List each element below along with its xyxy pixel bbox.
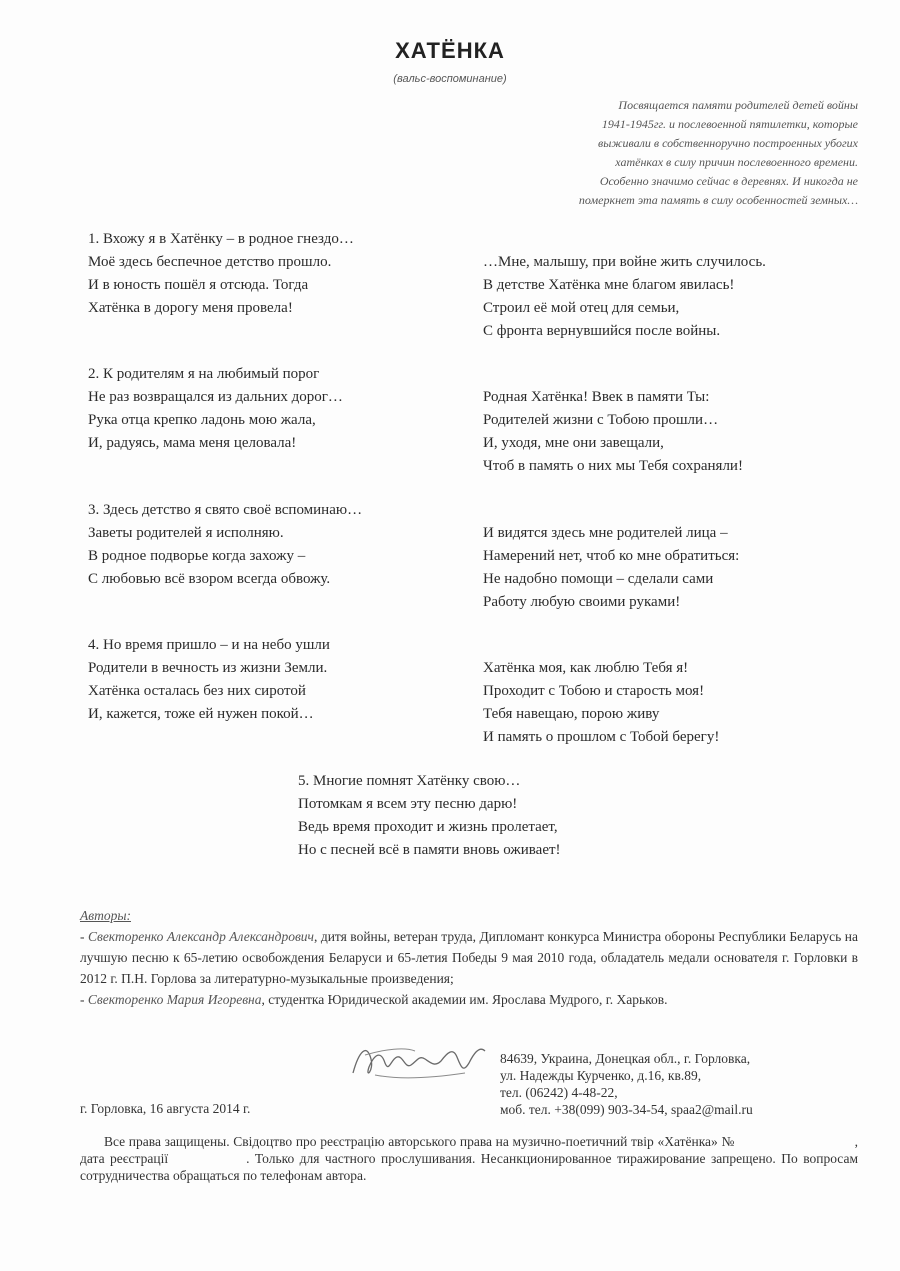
verse-line: Родители в вечность из жизни Земли. (88, 660, 328, 676)
verse-line: И, кажется, тоже ей нужен покой… (88, 706, 314, 722)
verse-line: 4. Но время пришло – и на небо ушли (88, 637, 330, 653)
verse-line: Потомкам я всем эту песню дарю! (298, 796, 518, 812)
contact-block (500, 1050, 870, 1118)
verse-line: Намерений нет, чтоб ко мне обратиться: (483, 548, 740, 564)
dedication (458, 96, 858, 210)
verse-line: Чтоб в память о них мы Тебя сохраняли! (483, 458, 743, 474)
verse-line: Проходит с Тобою и старость моя! (483, 683, 705, 699)
author-name: Свекторенко Мария Игоревна (87, 992, 262, 1007)
verse-line: Заветы родителей я исполняю. (88, 525, 284, 541)
verse-line: И, уходя, мне они завещали, (483, 435, 664, 451)
rights-text: . Только для частного прослушивания. Несанкционированное тиражирование запрещено. По вопросам сотрудничества обращаться по телефонам автора. (80, 1151, 858, 1183)
verse-line: Рука отца крепко ладонь мою жала, (88, 412, 316, 428)
verse-line: Не надобно помощи – сделали сами (483, 571, 714, 587)
verse-1 (88, 228, 354, 320)
author-description: , студентка Юридической академии им. Ярослава Мудрого, г. Харьков. (261, 992, 668, 1007)
authors-heading: Авторы: (80, 908, 131, 923)
verse-line: И, радуясь, мама меня целовала! (88, 435, 297, 451)
verse-3 (88, 499, 362, 591)
author-description: , дитя войны, ветеран труда, Дипломант конкурса Министра обороны Республики Беларусь на лучшую песню к 65-летию освобождения Беларуси и 65-летия Победы 9 мая 2010 года, обладатель медали основателя г. Горловки в 2012 г. П.Н. Горлова за литературно-музыкальные произведения; (80, 929, 858, 986)
chorus-3 (483, 522, 739, 614)
verse-line: Строил её мой отец для семьи, (483, 300, 680, 316)
verse-line: Но с песней всё в памяти вновь оживает! (298, 842, 561, 858)
verse-line: Хатёнка осталась без них сиротой (88, 683, 306, 699)
verse-line: И в юность пошёл я отсюда. Тогда (88, 277, 309, 293)
verse-line: 5. Многие помнят Хатёнку свою… (298, 773, 521, 789)
verse-line: Хатёнка моя, как люблю Тебя я! (483, 660, 689, 676)
verse-line: Тебя навещаю, порою живу (483, 706, 660, 722)
verse-line: Родителей жизни с Тобою прошли… (483, 412, 719, 428)
author-entry: - Свекторенко Александр Александрович, дитя войны, ветеран труда, Дипломант конкурса Министра обороны Республики Беларусь на лучшую песню к 65-летию освобождения Беларуси и 65-летия Победы 9 мая 2010 года, обладатель медали основателя г. Горловки в 2012 г. П.Н. Горлова за литературно-музыкальные произведения; (80, 929, 858, 986)
verse-2 (88, 363, 343, 455)
dedication-line: Посвящается памяти родителей детей войны (618, 98, 858, 112)
chorus-4 (483, 657, 719, 749)
rights-text: Все права защищены. Свідоцтво про реєстрацію авторського права на музично-поетичний твір «Хатёнка» № (104, 1134, 735, 1149)
verse-4 (88, 634, 330, 726)
verse-line: С фронта вернувшийся после войны. (483, 323, 721, 339)
verse-line: Хатёнка в дорогу меня провела! (88, 300, 293, 316)
dedication-line: померкнет эта память в силу особенностей земных… (578, 193, 858, 207)
verse-line: Родная Хатёнка! Ввек в памяти Ты: (483, 389, 710, 405)
verse-line: С любовью всё взором всегда обвожу. (88, 571, 331, 587)
verse-line: В родное подворье когда захожу – (88, 548, 306, 564)
chorus-1 (483, 251, 766, 343)
dedication-line: хатёнках в силу причин послевоенного времени. (615, 155, 858, 169)
contact-line: моб. тел. +38(099) 903-34-54, spaa2@mail.ru (500, 1102, 753, 1117)
contact-line: тел. (06242) 4-48-22, (500, 1085, 618, 1100)
song-subtitle: (вальс-воспоминание) (393, 73, 507, 85)
verse-line: 3. Здесь детство я свято своё вспоминаю… (88, 502, 363, 518)
verse-line: Не раз возвращался из дальних дорог… (88, 389, 343, 405)
verse-line: 2. К родителям я на любимый порог (88, 366, 320, 382)
date-place: г. Горловка, 16 августа 2014 г. (80, 1101, 251, 1116)
contact-line: 84639, Украина, Донецкая обл., г. Горловка, (500, 1051, 751, 1066)
contact-line: ул. Надежды Курченко, д.16, кв.89, (500, 1068, 702, 1083)
song-title: ХАТЁНКА (395, 38, 505, 63)
verse-line: И видятся здесь мне родителей лица – (483, 525, 728, 541)
author-name: Свекторенко Александр Александрович (87, 929, 314, 944)
author-entry: - Свекторенко Мария Игоревна, студентка Юридической академии им. Ярослава Мудрого, г. Харьков. (80, 992, 668, 1007)
verse-line: Моё здесь беспечное детство прошло. (88, 254, 332, 270)
dedication-line: 1941-1945гг. и послевоенной пятилетки, которые (601, 117, 858, 131)
signature-image (345, 1033, 495, 1093)
verse-5 (298, 770, 561, 862)
chorus-2 (483, 386, 743, 478)
verse-line: Ведь время проходит и жизнь пролетает, (298, 819, 558, 835)
verse-line: …Мне, малышу, при войне жить случилось. (483, 254, 766, 270)
verse-line: 1. Вхожу я в Хатёнку – в родное гнездо… (88, 231, 354, 247)
dedication-line: выживали в собственноручно построенных убогих (598, 136, 858, 150)
rights-text: , дата реєстрації (80, 1134, 858, 1166)
rights-notice (80, 1133, 858, 1184)
authors-block (80, 905, 858, 1010)
dedication-line: Особенно значимо сейчас в деревнях. И никогда не (599, 174, 858, 188)
verse-line: И память о прошлом с Тобой берегу! (483, 729, 720, 745)
verse-line: В детстве Хатёнка мне благом явилась! (483, 277, 735, 293)
verse-line: Работу любую своими руками! (483, 594, 681, 610)
